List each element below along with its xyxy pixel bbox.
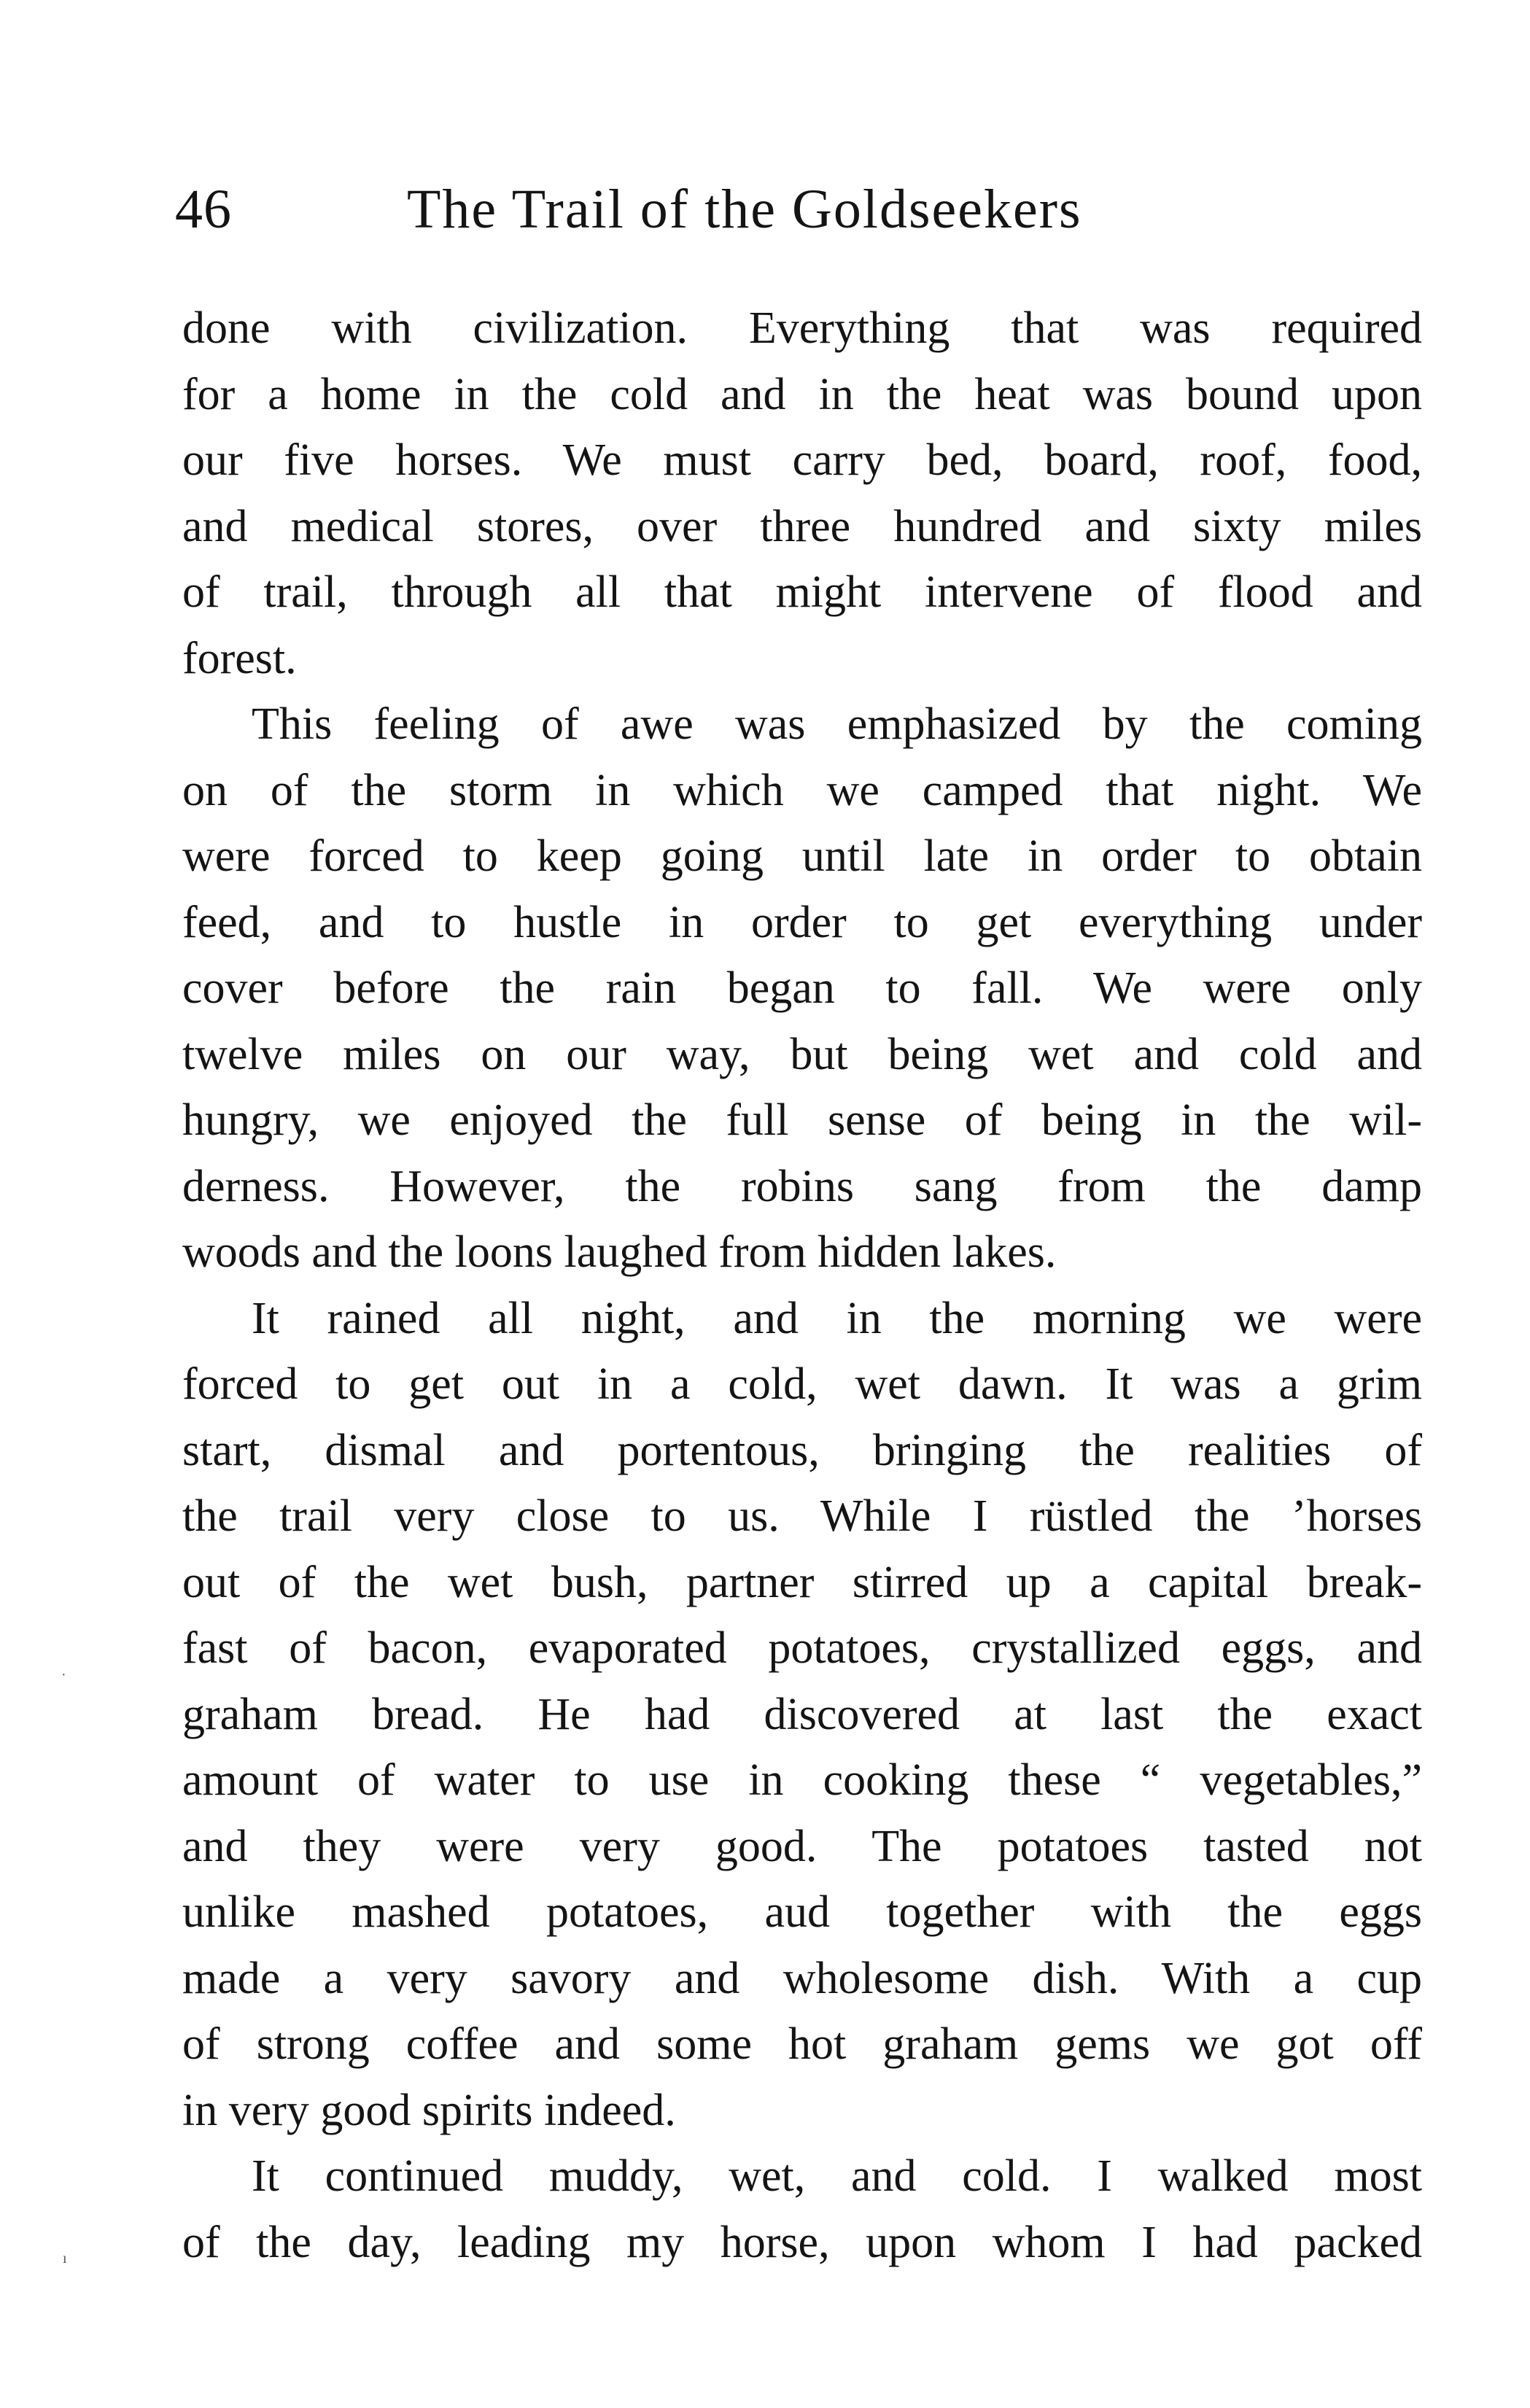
text-line: woods and the loons laughed from hidden lakes. — [182, 1227, 1057, 1277]
text-line: in very good spirits indeed. — [182, 2085, 676, 2135]
text-line: for a home in the cold and in the heat was bound upon — [182, 369, 1422, 419]
text-line: on of the storm in which we camped that night. We — [182, 765, 1422, 815]
running-head — [175, 169, 1415, 249]
text-line: It continued muddy, wet, and cold. I walked most — [252, 2151, 1422, 2201]
text-line: done with civilization. Everything that was required — [182, 303, 1422, 353]
text-line: This feeling of awe was emphasized by the coming — [252, 699, 1422, 749]
text-line: derness. However, the robins sang from the damp — [182, 1161, 1422, 1211]
text-line: It rained all night, and in the morning we were — [252, 1293, 1422, 1343]
text-line: feed, and to hustle in order to get everything under — [182, 897, 1422, 947]
text-line: twelve miles on our way, but being wet and cold and — [182, 1029, 1422, 1079]
page-number: 46 — [175, 179, 232, 240]
text-line: of strong coffee and some hot graham gems we got off — [182, 2019, 1422, 2069]
text-line: amount of water to use in cooking these “ vegetables,” — [182, 1755, 1422, 1805]
margin-speck: · — [61, 1667, 66, 1683]
text-line: start, dismal and portentous, bringing the realities of — [182, 1425, 1422, 1475]
text-line: forest. — [182, 633, 297, 683]
text-line: and they were very good. The potatoes tasted not — [182, 1821, 1422, 1871]
body-text — [182, 295, 1422, 2275]
text-line: were forced to keep going until late in order to obtain — [182, 831, 1422, 881]
text-line: cover before the rain began to fall. We were only — [182, 963, 1422, 1013]
text-line: hungry, we enjoyed the full sense of being in the wil- — [182, 1095, 1422, 1145]
text-line: of trail, through all that might intervene of flood and — [182, 567, 1422, 617]
running-title: The Trail of the Goldseekers — [407, 179, 1082, 240]
text-line: the trail very close to us. While I rüstled the ’horses — [182, 1491, 1422, 1541]
margin-speck: ı — [63, 2250, 67, 2267]
text-line: made a very savory and wholesome dish. With a cup — [182, 1953, 1422, 2003]
text-line: and medical stores, over three hundred and sixty miles — [182, 501, 1422, 551]
text-line: graham bread. He had discovered at last the exact — [182, 1689, 1422, 1739]
text-line: unlike mashed potatoes, aud together with the eggs — [182, 1887, 1422, 1937]
text-line: of the day, leading my horse, upon whom I had packed — [182, 2217, 1422, 2267]
text-line: our five horses. We must carry bed, board, roof, food, — [182, 435, 1422, 485]
text-line: fast of bacon, evaporated potatoes, crystallized eggs, and — [182, 1623, 1422, 1673]
text-line: out of the wet bush, partner stirred up a capital break- — [182, 1557, 1422, 1607]
text-line: forced to get out in a cold, wet dawn. It was a grim — [182, 1359, 1422, 1409]
